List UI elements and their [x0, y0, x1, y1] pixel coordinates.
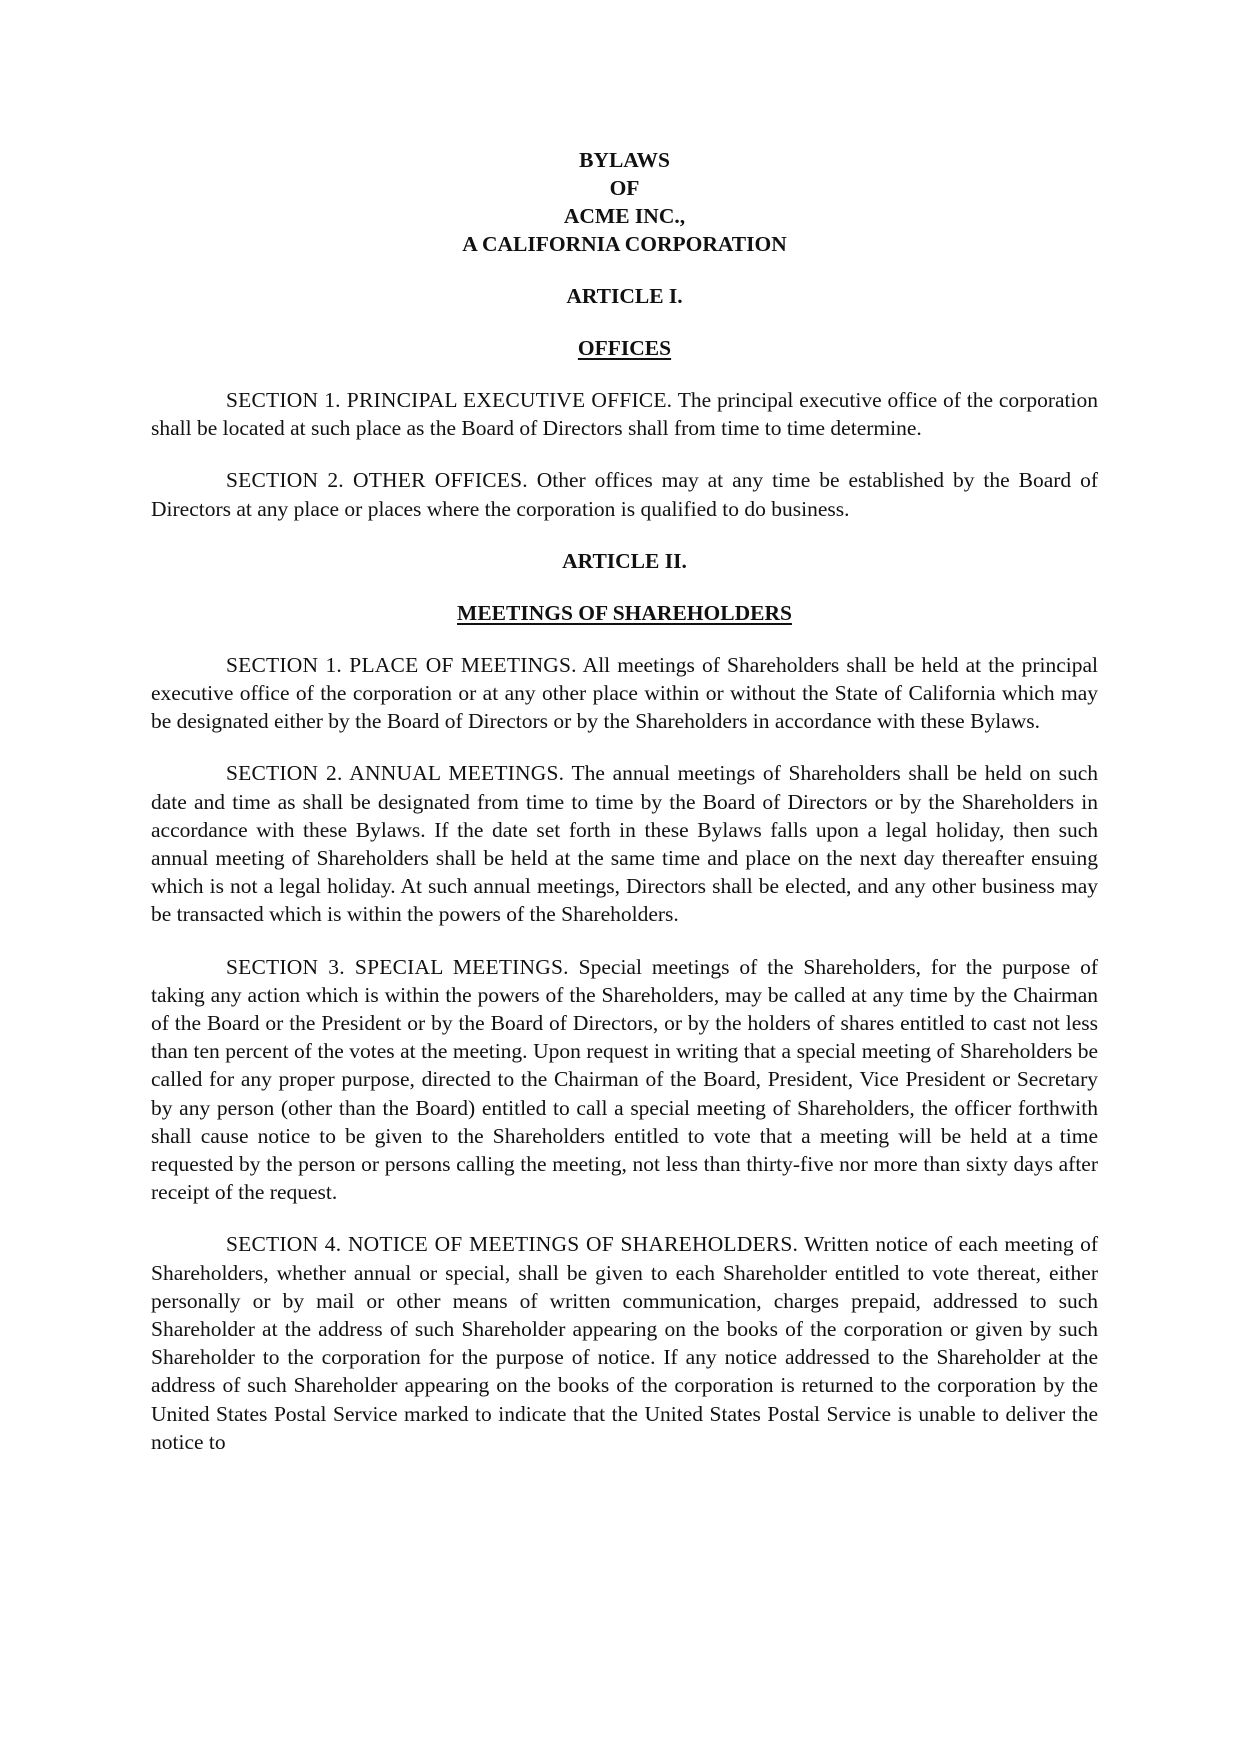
bylaws-page-content — [151, 146, 1098, 1456]
article-2-heading: MEETINGS OF SHAREHOLDERS — [457, 600, 792, 625]
title-line-of: OF — [609, 176, 640, 200]
title-line-corporation-type: A CALIFORNIA CORPORATION — [462, 232, 787, 256]
section-lead: SECTION 1. PRINCIPAL EXECUTIVE OFFICE. — [226, 388, 673, 412]
section-text: The annual meetings of Shareholders shall be held on such date and time as shall be designated from time to time by the Board of Directors or by the Shareholders in accordance with these Bylaws. If the date set forth in these Bylaws falls upon a legal holiday, then such annual meeting of Shareholders shall be held at the same time and place on the next day thereafter ensuing which is not a legal holiday. At such annual meetings, Directors shall be elected, and any other business may be transacted which is within the powers of the Shareholders. — [151, 761, 1098, 927]
article-2-section-1 — [151, 651, 1098, 736]
section-text: The principal executive office of the corporation shall be located at such place as the Board of Directors shall from time to time determine. — [151, 388, 1098, 441]
article-1-section-1 — [151, 386, 1098, 442]
section-text: Written notice of each meeting of Shareholders, whether annual or special, shall be given to each Shareholder entitled to vote thereat, either personally or by mail or other means of written communication, charges prepaid, addressed to such Shareholder at the address of such Shareholder appearing on the books of the corporation or given by such Shareholder to the corporation for the purpose of notice. If any notice addressed to the Shareholder at the address of such Shareholder appearing on the books of the corporation is returned to the corporation by the United States Postal Service marked to indicate that the United States Postal Service is unable to deliver the notice to — [151, 1232, 1099, 1454]
section-text: All meetings of Shareholders shall be held at the principal executive office of the corporation or at any other place within or without the State of California which may be designated either by the Board of Directors or by the Shareholders in accordance with these Bylaws. — [151, 652, 1098, 734]
title-line-company: ACME INC., — [563, 204, 686, 228]
article-2-section-4 — [151, 1230, 1098, 1456]
article-1-label: ARTICLE I. — [566, 284, 683, 308]
section-lead: SECTION 4. NOTICE OF MEETINGS OF SHAREHOLDERS. — [226, 1232, 799, 1257]
section-text: Special meetings of the Shareholders, for the purpose of taking any action which is within the powers of the Shareholders, may be called at any time by the Chairman of the Board or the President or by the Board of Directors, or by the holders of shares entitled to cast not less than ten percent of the votes at the meeting. Upon request in writing that a special meeting of Shareholders be called for any proper purpose, directed to the Chairman of the Board, President, Vice President or Secretary by any person (other than the Board) entitled to call a special meeting of Shareholders, the officer forthwith shall cause notice to be given to the Shareholders entitled to vote that a meeting will be held at a time requested by the person or persons calling the meeting, not less than thirty-five nor more than sixty days after receipt of the request. — [151, 954, 1098, 1205]
article-1-heading: OFFICES — [577, 336, 672, 360]
section-lead: SECTION 3. SPECIAL MEETINGS. — [226, 954, 569, 979]
article-2-label: ARTICLE II. — [562, 548, 687, 573]
section-lead: SECTION 2. ANNUAL MEETINGS. — [226, 761, 565, 786]
section-text: Other offices may at any time be established by the Board of Directors at any place or places where the corporation is qualified to do business. — [151, 468, 1098, 521]
article-2-section-2 — [151, 759, 1098, 928]
article-1-section-2 — [151, 466, 1098, 522]
title-line-bylaws: BYLAWS — [579, 148, 670, 172]
document-title — [151, 146, 1098, 258]
article-2-section-3 — [151, 953, 1098, 1207]
section-lead: SECTION 1. PLACE OF MEETINGS. — [226, 652, 577, 677]
section-lead: SECTION 2. OTHER OFFICES. — [226, 468, 528, 493]
